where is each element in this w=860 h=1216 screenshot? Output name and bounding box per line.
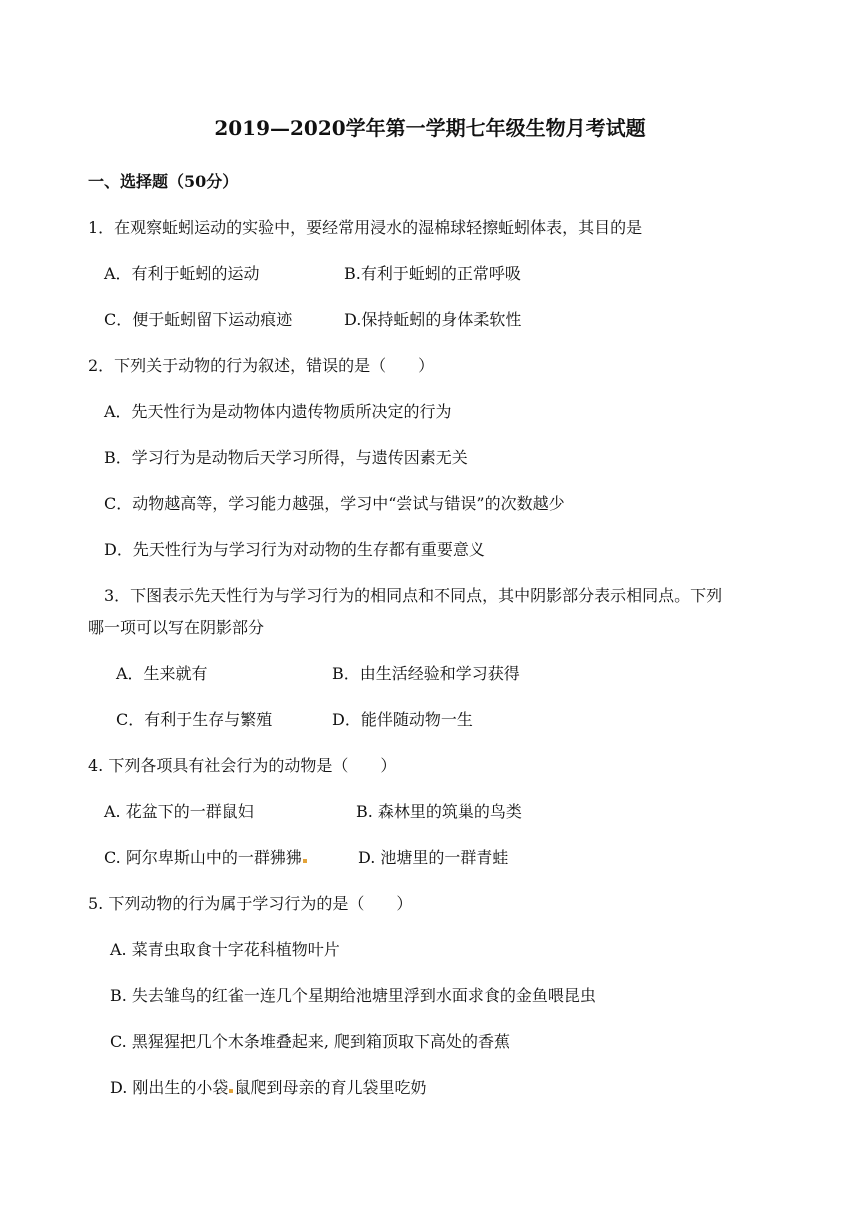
option-b: B.有利于蚯蚓的正常呼吸	[344, 264, 521, 283]
section-heading: 一、选择题（50分）	[88, 172, 239, 191]
option-c: C．便于蚯蚓留下运动痕迹	[104, 310, 293, 329]
option-d-part2: 鼠爬到母亲的育儿袋里吃奶	[234, 1078, 427, 1097]
question-stem: 3．下图表示先天性行为与学习行为的相同点和不同点，其中阴影部分表示相同点。下列	[104, 586, 723, 605]
option-d-part1: D. 刚出生的小袋	[110, 1078, 229, 1097]
question-stem: 4. 下列各项具有社会行为的动物是（ ）	[88, 756, 397, 775]
option-c-line	[104, 847, 308, 869]
option-a: A．生来就有	[116, 664, 208, 683]
question-stem: 1．在观察蚯蚓运动的实验中，要经常用浸水的湿棉球轻擦蚯蚓体表，其目的是	[88, 218, 643, 237]
option-d: D．先天性行为与学习行为对动物的生存都有重要意义	[104, 540, 485, 559]
option-d: D．能伴随动物一生	[332, 710, 473, 729]
option-a: A．有利于蚯蚓的运动	[104, 264, 260, 283]
option-b: B．由生活经验和学习获得	[332, 664, 520, 683]
option-c: C. 黑猩猩把几个木条堆叠起来, 爬到箱顶取下高处的香蕉	[110, 1032, 511, 1051]
option-a: A．先天性行为是动物体内遗传物质所决定的行为	[104, 402, 452, 421]
question-stem-continued: 哪一项可以写在阴影部分	[88, 618, 265, 637]
option-a: A. 菜青虫取食十字花科植物叶片	[110, 940, 340, 959]
option-b: B．学习行为是动物后天学习所得，与遗传因素无关	[104, 448, 468, 467]
option-c: C．有利于生存与繁殖	[116, 710, 273, 729]
option-a: A. 花盆下的一群鼠妇	[104, 802, 254, 821]
highlight-mark	[303, 859, 307, 863]
option-c: C．动物越高等，学习能力越强，学习中“尝试与错误”的次数越少	[104, 494, 565, 513]
page-title: 2019—2020学年第一学期七年级生物月考试题	[214, 116, 646, 140]
option-d: D.保持蚯蚓的身体柔软性	[344, 310, 522, 329]
question-stem: 2．下列关于动物的行为叙述，错误的是（ ）	[88, 356, 435, 375]
option-b: B. 失去雏鸟的红雀一连几个星期给池塘里浮到水面求食的金鱼喂昆虫	[110, 986, 596, 1005]
option-b: B. 森林里的筑巢的鸟类	[356, 802, 522, 821]
highlight-mark	[229, 1089, 233, 1093]
option-d: D. 池塘里的一群青蛙	[358, 848, 509, 867]
option-c: C. 阿尔卑斯山中的一群狒狒	[104, 848, 302, 867]
option-d-line	[110, 1077, 426, 1099]
question-stem: 5. 下列动物的行为属于学习行为的是（ ）	[88, 894, 413, 913]
